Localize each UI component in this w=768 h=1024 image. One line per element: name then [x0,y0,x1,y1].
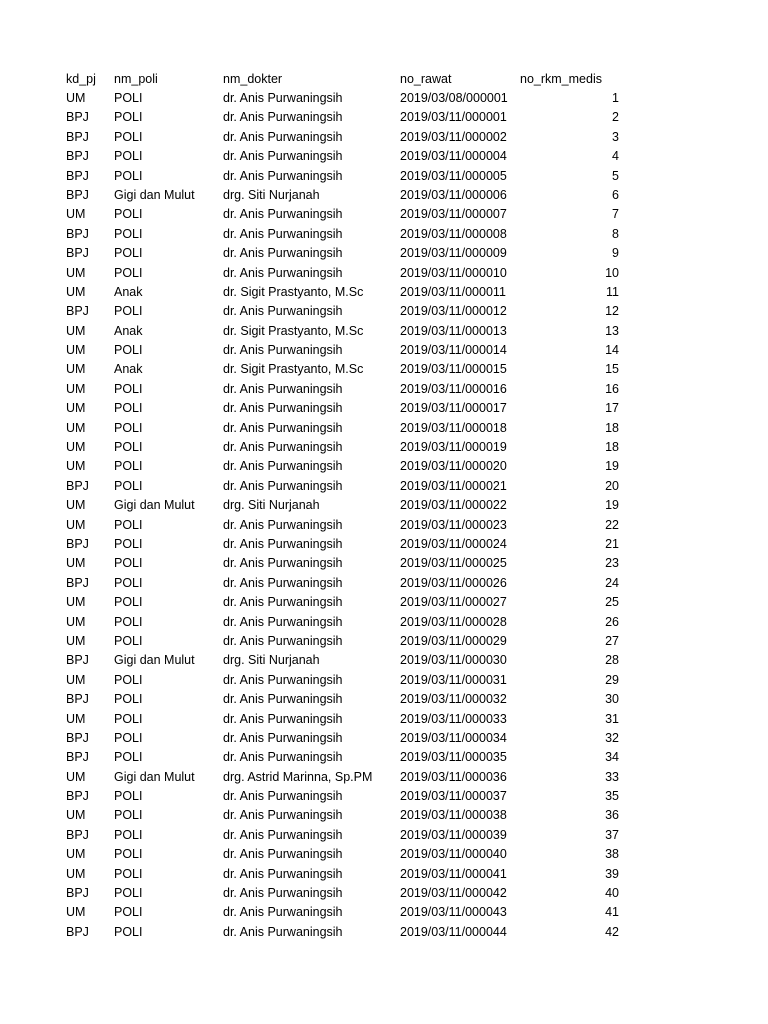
cell-nm-dokter: dr. Anis Purwaningsih [223,924,343,939]
cell-no-rawat: 2019/03/11/000033 [400,711,507,726]
cell-nm-dokter: dr. Anis Purwaningsih [223,129,343,144]
table-row [66,341,626,360]
cell-no-rawat: 2019/03/11/000042 [400,886,507,901]
cell-kd-pj: UM [66,633,86,648]
table-row [66,205,626,224]
cell-nm-poli: POLI [114,672,143,687]
cell-no-rkm-medis: 7 [612,207,619,222]
cell-nm-poli: POLI [114,343,143,358]
cell-nm-dokter: dr. Anis Purwaningsih [223,536,343,551]
cell-nm-poli: POLI [114,886,143,901]
cell-nm-dokter: dr. Anis Purwaningsih [223,343,343,358]
cell-no-rkm-medis: 15 [605,362,619,377]
cell-no-rawat: 2019/03/11/000011 [400,284,506,299]
table-row [66,768,626,787]
cell-nm-dokter: drg. Siti Nurjanah [223,498,320,513]
cell-kd-pj: UM [66,284,86,299]
cell-nm-dokter: dr. Anis Purwaningsih [223,556,343,571]
cell-no-rkm-medis: 11 [606,284,619,299]
table-row [66,225,626,244]
cell-no-rawat: 2019/03/11/000006 [400,187,507,202]
table-row [66,167,626,186]
cell-no-rawat: 2019/03/11/000001 [400,110,507,125]
cell-no-rawat: 2019/03/11/000037 [400,789,507,804]
cell-nm-dokter: dr. Anis Purwaningsih [223,614,343,629]
table-row [66,438,626,457]
cell-kd-pj: BPJ [66,653,89,668]
cell-no-rkm-medis: 42 [605,924,619,939]
cell-nm-poli: Gigi dan Mulut [114,498,195,513]
cell-no-rawat: 2019/03/11/000010 [400,265,507,280]
table-row [66,613,626,632]
cell-nm-poli: POLI [114,91,143,105]
cell-no-rawat: 2019/03/11/000027 [400,595,507,610]
cell-kd-pj: BPJ [66,575,89,590]
cell-no-rkm-medis: 8 [612,226,619,241]
cell-nm-poli: POLI [114,420,143,435]
cell-no-rkm-medis: 10 [605,265,619,280]
cell-no-rkm-medis: 35 [605,789,619,804]
cell-no-rkm-medis: 37 [605,827,619,842]
cell-nm-poli: POLI [114,556,143,571]
cell-no-rawat: 2019/03/11/000031 [400,672,507,687]
table-row [66,574,626,593]
cell-no-rawat: 2019/03/11/000034 [400,730,507,745]
cell-no-rawat: 2019/03/08/000001 [400,91,508,105]
cell-nm-dokter: dr. Anis Purwaningsih [223,381,343,396]
cell-nm-poli: POLI [114,459,143,474]
cell-kd-pj: BPJ [66,149,89,164]
table-row [66,884,626,903]
cell-no-rkm-medis: 34 [605,750,619,765]
cell-kd-pj: UM [66,595,86,610]
cell-no-rkm-medis: 16 [605,381,619,396]
cell-no-rkm-medis: 29 [605,672,619,687]
cell-no-rkm-medis: 25 [605,595,619,610]
table-row [66,729,626,748]
cell-kd-pj: BPJ [66,246,89,261]
cell-kd-pj: UM [66,769,86,784]
cell-nm-poli: Gigi dan Mulut [114,769,195,784]
cell-nm-dokter: dr. Sigit Prastyanto, M.Sc [223,362,364,377]
cell-nm-dokter: dr. Anis Purwaningsih [223,730,343,745]
cell-kd-pj: UM [66,265,86,280]
header-nm-dokter: nm_dokter [223,72,283,86]
cell-kd-pj: UM [66,808,86,823]
cell-kd-pj: BPJ [66,226,89,241]
cell-nm-dokter: dr. Anis Purwaningsih [223,91,343,105]
cell-nm-dokter: dr. Anis Purwaningsih [223,692,343,707]
cell-nm-dokter: dr. Anis Purwaningsih [223,808,343,823]
cell-kd-pj: BPJ [66,129,89,144]
cell-no-rkm-medis: 18 [605,420,619,435]
cell-no-rawat: 2019/03/11/000036 [400,769,507,784]
cell-no-rkm-medis: 22 [605,517,619,532]
cell-no-rawat: 2019/03/11/000005 [400,168,507,183]
cell-nm-poli: POLI [114,847,143,862]
cell-nm-dokter: dr. Anis Purwaningsih [223,168,343,183]
header-nm-poli: nm_poli [114,72,158,86]
cell-no-rkm-medis: 28 [605,653,619,668]
cell-no-rkm-medis: 36 [605,808,619,823]
table-row [66,593,626,612]
cell-no-rkm-medis: 30 [605,692,619,707]
cell-no-rkm-medis: 21 [605,536,619,551]
cell-no-rkm-medis: 5 [612,168,619,183]
cell-nm-dokter: dr. Anis Purwaningsih [223,459,343,474]
cell-nm-poli: Gigi dan Mulut [114,187,195,202]
cell-nm-poli: POLI [114,168,143,183]
table-row [66,806,626,825]
header-no-rkm-medis: no_rkm_medis [520,72,602,86]
cell-no-rawat: 2019/03/11/000029 [400,633,507,648]
cell-nm-dokter: dr. Anis Purwaningsih [223,672,343,687]
cell-nm-dokter: dr. Anis Purwaningsih [223,750,343,765]
cell-kd-pj: UM [66,91,86,105]
table-row [66,845,626,864]
cell-no-rawat: 2019/03/11/000043 [400,905,507,920]
cell-nm-dokter: dr. Anis Purwaningsih [223,517,343,532]
cell-no-rawat: 2019/03/11/000032 [400,692,507,707]
cell-no-rawat: 2019/03/11/000023 [400,517,507,532]
cell-kd-pj: UM [66,343,86,358]
cell-no-rkm-medis: 3 [612,129,619,144]
table-row [66,826,626,845]
cell-no-rawat: 2019/03/11/000013 [400,323,507,338]
cell-no-rawat: 2019/03/11/000019 [400,440,507,455]
cell-no-rkm-medis: 17 [605,401,619,416]
cell-nm-dokter: dr. Anis Purwaningsih [223,866,343,881]
cell-nm-poli: POLI [114,866,143,881]
cell-kd-pj: BPJ [66,187,89,202]
cell-nm-poli: POLI [114,440,143,455]
cell-nm-poli: POLI [114,129,143,144]
cell-no-rkm-medis: 14 [605,343,619,358]
cell-kd-pj: UM [66,381,86,396]
cell-no-rkm-medis: 20 [605,478,619,493]
cell-nm-poli: Anak [114,362,143,377]
table-row [66,244,626,263]
cell-kd-pj: UM [66,517,86,532]
table-row [66,128,626,147]
table-row [66,535,626,554]
cell-no-rawat: 2019/03/11/000030 [400,653,507,668]
cell-no-rkm-medis: 31 [605,711,619,726]
cell-kd-pj: BPJ [66,886,89,901]
cell-no-rkm-medis: 6 [612,187,619,202]
cell-no-rkm-medis: 4 [612,149,619,164]
cell-kd-pj: UM [66,440,86,455]
cell-nm-poli: POLI [114,381,143,396]
cell-kd-pj: UM [66,323,86,338]
cell-nm-poli: POLI [114,110,143,125]
cell-no-rawat: 2019/03/11/000025 [400,556,507,571]
table-row [66,923,626,942]
header-no-rawat: no_rawat [400,72,452,86]
cell-no-rawat: 2019/03/11/000014 [400,343,507,358]
cell-nm-poli: POLI [114,711,143,726]
cell-nm-poli: POLI [114,478,143,493]
cell-nm-poli: POLI [114,401,143,416]
cell-no-rkm-medis: 38 [605,847,619,862]
cell-kd-pj: BPJ [66,536,89,551]
table-row [66,690,626,709]
cell-no-rawat: 2019/03/11/000041 [400,866,507,881]
cell-nm-poli: Anak [114,323,143,338]
cell-no-rawat: 2019/03/11/000040 [400,847,507,862]
cell-no-rkm-medis: 19 [605,498,619,513]
cell-no-rawat: 2019/03/11/000039 [400,827,507,842]
table-row [66,186,626,205]
cell-nm-poli: POLI [114,207,143,222]
cell-no-rkm-medis: 26 [605,614,619,629]
table-row [66,516,626,535]
cell-nm-dokter: dr. Anis Purwaningsih [223,847,343,862]
table-body [66,89,626,942]
cell-nm-poli: POLI [114,905,143,920]
cell-no-rawat: 2019/03/11/000035 [400,750,507,765]
cell-no-rkm-medis: 19 [605,459,619,474]
cell-kd-pj: UM [66,207,86,222]
cell-nm-dokter: dr. Anis Purwaningsih [223,440,343,455]
cell-no-rawat: 2019/03/11/000020 [400,459,507,474]
cell-no-rkm-medis: 41 [605,905,619,920]
cell-no-rawat: 2019/03/11/000028 [400,614,507,629]
cell-no-rkm-medis: 23 [605,556,619,571]
cell-nm-dokter: dr. Anis Purwaningsih [223,401,343,416]
table-row [66,554,626,573]
cell-nm-dokter: dr. Anis Purwaningsih [223,265,343,280]
table-row [66,380,626,399]
cell-kd-pj: BPJ [66,789,89,804]
cell-nm-poli: POLI [114,595,143,610]
cell-nm-poli: POLI [114,730,143,745]
cell-no-rkm-medis: 24 [605,575,619,590]
table-row [66,710,626,729]
cell-kd-pj: BPJ [66,110,89,125]
cell-nm-dokter: dr. Anis Purwaningsih [223,246,343,261]
cell-no-rkm-medis: 13 [605,323,619,338]
cell-nm-dokter: dr. Anis Purwaningsih [223,595,343,610]
table-row [66,671,626,690]
table-row [66,302,626,321]
cell-kd-pj: BPJ [66,827,89,842]
table-row [66,457,626,476]
cell-nm-dokter: dr. Anis Purwaningsih [223,226,343,241]
header-row [66,70,626,89]
cell-nm-dokter: dr. Anis Purwaningsih [223,149,343,164]
cell-no-rkm-medis: 12 [605,304,619,319]
cell-no-rkm-medis: 39 [605,866,619,881]
cell-kd-pj: UM [66,866,86,881]
cell-no-rawat: 2019/03/11/000017 [400,401,507,416]
cell-nm-dokter: dr. Anis Purwaningsih [223,207,343,222]
cell-kd-pj: UM [66,459,86,474]
table-row [66,787,626,806]
cell-nm-dokter: dr. Anis Purwaningsih [223,110,343,125]
cell-nm-dokter: dr. Anis Purwaningsih [223,304,343,319]
cell-nm-dokter: drg. Siti Nurjanah [223,187,320,202]
cell-kd-pj: UM [66,401,86,416]
cell-nm-poli: POLI [114,246,143,261]
cell-nm-poli: POLI [114,750,143,765]
cell-nm-dokter: dr. Anis Purwaningsih [223,711,343,726]
cell-nm-poli: POLI [114,808,143,823]
header-kd-pj: kd_pj [66,72,96,86]
table-row [66,419,626,438]
cell-nm-dokter: dr. Sigit Prastyanto, M.Sc [223,323,364,338]
cell-kd-pj: BPJ [66,924,89,939]
cell-no-rawat: 2019/03/11/000009 [400,246,507,261]
cell-no-rkm-medis: 9 [612,246,619,261]
cell-nm-poli: POLI [114,226,143,241]
cell-no-rawat: 2019/03/11/000022 [400,498,507,513]
cell-nm-poli: POLI [114,304,143,319]
table-row [66,748,626,767]
cell-nm-dokter: dr. Anis Purwaningsih [223,886,343,901]
table-row [66,903,626,922]
table-row [66,360,626,379]
cell-kd-pj: BPJ [66,730,89,745]
cell-no-rkm-medis: 18 [605,440,619,455]
cell-no-rkm-medis: 1 [612,91,619,105]
table-row [66,399,626,418]
cell-no-rkm-medis: 33 [605,769,619,784]
data-table [66,70,626,942]
cell-no-rawat: 2019/03/11/000038 [400,808,507,823]
table-row [66,477,626,496]
cell-nm-poli: POLI [114,575,143,590]
cell-nm-poli: POLI [114,149,143,164]
cell-nm-dokter: dr. Anis Purwaningsih [223,789,343,804]
cell-nm-poli: POLI [114,633,143,648]
cell-nm-poli: POLI [114,265,143,280]
cell-nm-dokter: dr. Anis Purwaningsih [223,420,343,435]
table-row [66,108,626,127]
table-row [66,283,626,302]
cell-no-rawat: 2019/03/11/000007 [400,207,507,222]
cell-nm-dokter: dr. Anis Purwaningsih [223,478,343,493]
cell-no-rkm-medis: 27 [605,633,619,648]
cell-kd-pj: UM [66,556,86,571]
cell-kd-pj: BPJ [66,168,89,183]
cell-kd-pj: UM [66,847,86,862]
table-row [66,865,626,884]
table-row [66,147,626,166]
cell-nm-poli: POLI [114,789,143,804]
cell-nm-poli: POLI [114,924,143,939]
cell-kd-pj: UM [66,420,86,435]
table-row [66,651,626,670]
cell-kd-pj: BPJ [66,304,89,319]
cell-nm-poli: Anak [114,284,143,299]
cell-no-rawat: 2019/03/11/000044 [400,924,507,939]
cell-kd-pj: UM [66,362,86,377]
cell-nm-poli: POLI [114,692,143,707]
cell-kd-pj: UM [66,672,86,687]
table-row [66,264,626,283]
cell-nm-dokter: drg. Siti Nurjanah [223,653,320,668]
cell-nm-poli: POLI [114,614,143,629]
cell-kd-pj: BPJ [66,478,89,493]
cell-nm-dokter: dr. Anis Purwaningsih [223,575,343,590]
cell-no-rawat: 2019/03/11/000024 [400,536,507,551]
cell-no-rawat: 2019/03/11/000015 [400,362,507,377]
cell-no-rawat: 2019/03/11/000016 [400,381,507,396]
cell-nm-poli: POLI [114,517,143,532]
cell-nm-dokter: drg. Astrid Marinna, Sp.PM [223,769,373,784]
cell-no-rawat: 2019/03/11/000026 [400,575,507,590]
cell-kd-pj: BPJ [66,750,89,765]
cell-no-rawat: 2019/03/11/000004 [400,149,507,164]
cell-kd-pj: UM [66,614,86,629]
cell-nm-dokter: dr. Anis Purwaningsih [223,827,343,842]
cell-no-rawat: 2019/03/11/000002 [400,129,507,144]
cell-nm-dokter: dr. Anis Purwaningsih [223,905,343,920]
table-row [66,496,626,515]
cell-kd-pj: BPJ [66,692,89,707]
table-row [66,89,626,108]
cell-no-rawat: 2019/03/11/000018 [400,420,507,435]
cell-nm-dokter: dr. Anis Purwaningsih [223,633,343,648]
cell-nm-poli: POLI [114,827,143,842]
cell-no-rawat: 2019/03/11/000008 [400,226,507,241]
cell-nm-dokter: dr. Sigit Prastyanto, M.Sc [223,284,364,299]
table-row [66,632,626,651]
table-row [66,322,626,341]
cell-no-rkm-medis: 40 [605,886,619,901]
cell-kd-pj: UM [66,711,86,726]
cell-no-rkm-medis: 32 [605,730,619,745]
cell-kd-pj: UM [66,498,86,513]
cell-kd-pj: UM [66,905,86,920]
cell-nm-poli: Gigi dan Mulut [114,653,195,668]
cell-no-rawat: 2019/03/11/000012 [400,304,507,319]
cell-no-rkm-medis: 2 [612,110,619,125]
cell-no-rawat: 2019/03/11/000021 [400,478,507,493]
cell-nm-poli: POLI [114,536,143,551]
